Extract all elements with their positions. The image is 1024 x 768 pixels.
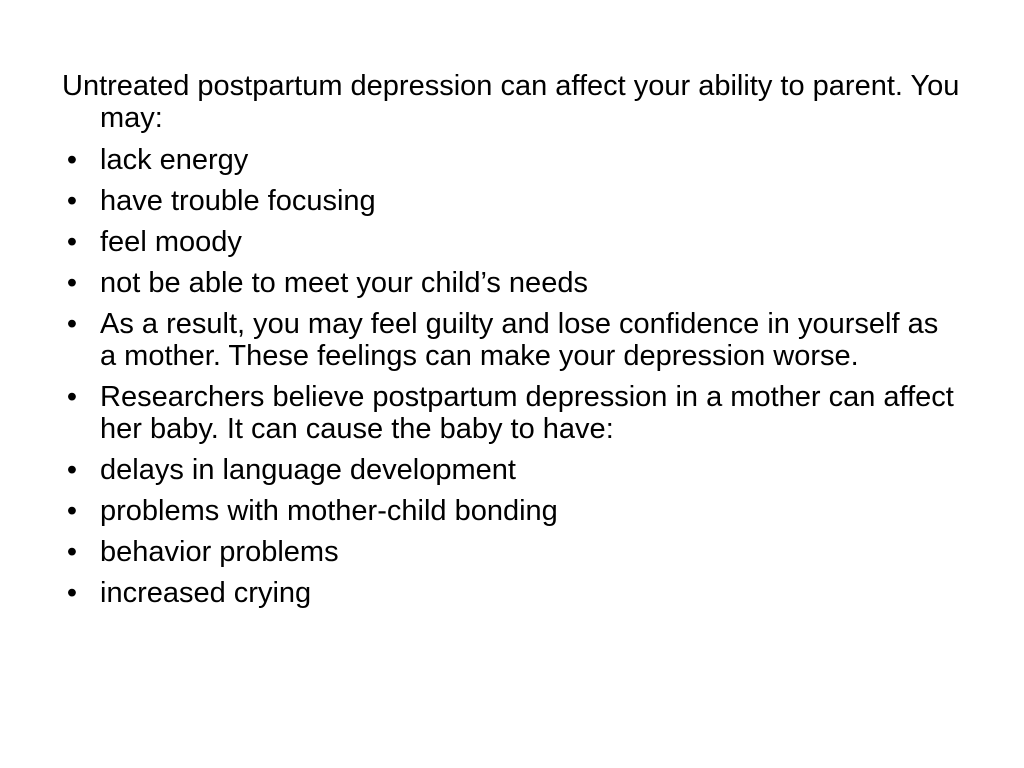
list-item: [62, 495, 962, 527]
list-item-text: increased crying: [100, 577, 312, 609]
list-item: [62, 536, 962, 568]
list-item-text: lack energy: [100, 144, 249, 176]
slide-body: [62, 70, 962, 618]
list-item: [62, 267, 962, 299]
bullet-list: [62, 144, 962, 609]
bullet-icon: •: [66, 308, 78, 340]
list-item-text: not be able to meet your child’s needs: [100, 267, 588, 299]
list-item-text: delays in language development: [100, 454, 516, 486]
bullet-icon: •: [66, 536, 78, 568]
list-item: [62, 144, 962, 176]
bullet-icon: •: [66, 267, 78, 299]
bullet-icon: •: [66, 577, 78, 609]
list-item-text: feel moody: [100, 226, 242, 258]
intro-paragraph: Untreated postpartum depression can affect your ability to parent. You may:: [62, 70, 960, 134]
bullet-icon: •: [66, 185, 78, 217]
list-item: [62, 226, 962, 258]
list-item-text: As a result, you may feel guilty and lose confidence in yourself as a mother. These feelings can make your depression worse.: [100, 308, 939, 372]
bullet-icon: •: [66, 495, 78, 527]
list-item: [62, 577, 962, 609]
bullet-icon: •: [66, 381, 78, 413]
list-item-text: have trouble focusing: [100, 185, 376, 217]
list-item: [62, 454, 962, 486]
bullet-icon: •: [66, 144, 78, 176]
bullet-icon: •: [66, 226, 78, 258]
list-item: [62, 308, 962, 372]
list-item-text: problems with mother-child bonding: [100, 495, 558, 527]
list-item-text: behavior problems: [100, 536, 339, 568]
list-item-text: Researchers believe postpartum depression in a mother can affect her baby. It can cause the baby to have:: [100, 381, 954, 445]
list-item: [62, 381, 962, 445]
list-item: [62, 185, 962, 217]
bullet-icon: •: [66, 454, 78, 486]
